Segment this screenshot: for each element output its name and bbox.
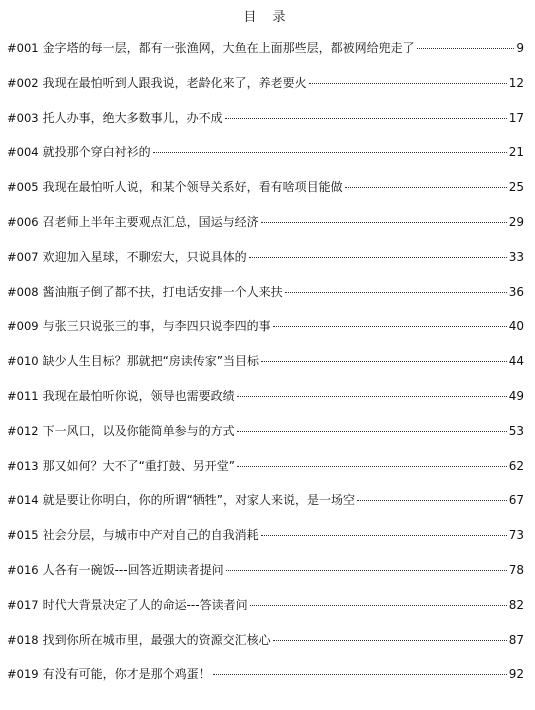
toc-entry-number: #010 — [7, 354, 39, 369]
toc-leader-dots — [261, 361, 507, 362]
toc-entry-page: 92 — [508, 667, 524, 682]
toc-entry-number: #005 — [7, 180, 39, 195]
toc-leader-dots — [261, 222, 507, 223]
toc-entry[interactable] — [7, 249, 524, 284]
toc-entry-page: 17 — [508, 110, 524, 125]
toc-entry-number: #002 — [7, 75, 39, 90]
toc-entry-page: 33 — [508, 249, 524, 264]
toc-entry-number: #013 — [7, 458, 39, 473]
toc-entry[interactable] — [7, 179, 524, 214]
toc-leader-dots — [273, 326, 507, 327]
toc-entry-title: 金字塔的每一层，都有一张渔网，大鱼在上面那些层，都被网给兜走了 — [42, 41, 415, 55]
toc-entry-title: 召老师上半年主要观点汇总，国运与经济 — [42, 214, 259, 229]
toc-entry-title: 社会分层，与城市中产对自己的自我消耗 — [42, 528, 259, 543]
toc-entry[interactable] — [7, 353, 524, 388]
toc-entry-title: 缺少人生目标？那就把“房读传家”当目标 — [42, 354, 260, 369]
toc-leader-dots — [226, 570, 507, 571]
toc-entry-title: 就是要让你明白，你的所谓“牺牲”，对家人来说，是一场空 — [42, 493, 356, 508]
toc-entry-number: #015 — [7, 528, 39, 543]
toc-leader-dots — [225, 118, 507, 119]
toc-leader-dots — [273, 640, 507, 641]
toc-entry[interactable] — [7, 492, 524, 527]
toc-leader-dots — [345, 187, 507, 188]
toc-entry-number: #014 — [7, 493, 39, 508]
toc-leader-dots — [309, 83, 507, 84]
toc-entry[interactable] — [7, 666, 524, 701]
toc-entry-page: 36 — [508, 284, 524, 299]
toc-entry[interactable] — [7, 632, 524, 667]
toc-entry[interactable] — [7, 284, 524, 319]
toc-leader-dots — [237, 466, 507, 467]
toc-entry-number: #003 — [7, 110, 39, 125]
toc-entry-page: 78 — [508, 562, 524, 577]
toc-entry[interactable] — [7, 388, 524, 423]
toc-entry-title: 找到你所在城市里，最强大的资源交汇核心 — [42, 632, 271, 647]
toc-entry-title: 我现在最怕听你说，领导也需要政绩 — [42, 388, 235, 403]
toc-leader-dots — [261, 535, 507, 536]
toc-entry-page: 49 — [508, 388, 524, 403]
toc-entry-title: 我现在最怕听到人跟我说，老龄化来了，养老要火 — [42, 75, 307, 90]
toc-leader-dots — [213, 674, 507, 675]
toc-entry-page: 29 — [508, 214, 524, 229]
toc-leader-dots — [249, 257, 507, 258]
toc-entry-number: #018 — [7, 632, 39, 647]
toc-entry-number: #017 — [7, 597, 39, 612]
toc-entry[interactable] — [7, 318, 524, 353]
toc-leader-dots — [237, 431, 507, 432]
toc-leader-dots — [153, 152, 507, 153]
toc-entry-page: 25 — [508, 180, 524, 195]
toc-entry-number: #001 — [7, 41, 39, 55]
toc-entry-title: 托人办事，绝大多数事儿，办不成 — [42, 110, 223, 125]
toc-entry[interactable] — [7, 75, 524, 110]
toc-entry-page: 73 — [508, 528, 524, 543]
toc-leader-dots — [285, 292, 507, 293]
toc-entry[interactable] — [7, 110, 524, 145]
toc-entry-title: 酱油瓶子倒了都不扶，打电话安排一个人来扶 — [42, 284, 283, 299]
toc-list — [7, 40, 524, 701]
toc-leader-dots — [357, 500, 507, 501]
toc-entry-title: 时代大背景决定了人的命运---答读者问 — [42, 597, 248, 612]
toc-entry-title: 就投那个穿白衬衫的 — [42, 145, 151, 160]
toc-entry[interactable] — [7, 423, 524, 458]
toc-entry-number: #019 — [7, 667, 39, 682]
toc-entry-number: #016 — [7, 562, 39, 577]
toc-entry-number: #007 — [7, 249, 39, 264]
toc-entry-page: 12 — [508, 75, 524, 90]
toc-entry-page: 44 — [508, 354, 524, 369]
toc-entry[interactable] — [7, 562, 524, 597]
toc-entry-title: 欢迎加入星球，不聊宏大，只说具体的 — [42, 249, 247, 264]
toc-entry-page: 9 — [516, 41, 524, 55]
toc-entry-title: 那又如何？大不了“重打鼓、另开堂” — [42, 458, 236, 473]
toc-entry-number: #011 — [7, 388, 39, 403]
toc-entry[interactable] — [7, 527, 524, 562]
toc-entry-page: 21 — [508, 145, 524, 160]
page-title: 目 录 — [243, 10, 292, 25]
toc-entry-number: #008 — [7, 284, 39, 299]
toc-entry[interactable] — [7, 40, 524, 75]
toc-entry-page: 67 — [508, 493, 524, 508]
toc-entry-title: 下一风口，以及你能简单参与的方式 — [42, 423, 235, 438]
toc-leader-dots — [237, 396, 507, 397]
toc-leader-dots — [250, 605, 507, 606]
toc-entry-page: 82 — [508, 597, 524, 612]
toc-entry[interactable] — [7, 597, 524, 632]
toc-entry[interactable] — [7, 144, 524, 179]
toc-entry-page: 40 — [508, 319, 524, 334]
toc-entry-page: 53 — [508, 423, 524, 438]
toc-entry-number: #009 — [7, 319, 39, 334]
toc-entry[interactable] — [7, 214, 524, 249]
toc-entry-title: 有没有可能，你才是那个鸡蛋！ — [42, 667, 211, 682]
toc-entry[interactable] — [7, 458, 524, 493]
toc-leader-dots — [417, 48, 515, 49]
toc-entry-page: 62 — [508, 458, 524, 473]
toc-entry-number: #012 — [7, 423, 39, 438]
toc-entry-number: #004 — [7, 145, 39, 160]
toc-entry-title: 与张三只说张三的事，与李四只说李四的事 — [42, 319, 271, 334]
toc-entry-page: 87 — [508, 632, 524, 647]
toc-entry-title: 人各有一碗饭---回答近期读者提问 — [42, 562, 224, 577]
toc-entry-number: #006 — [7, 214, 39, 229]
toc-entry-title: 我现在最怕听人说，和某个领导关系好，看有啥项目能做 — [42, 180, 343, 195]
